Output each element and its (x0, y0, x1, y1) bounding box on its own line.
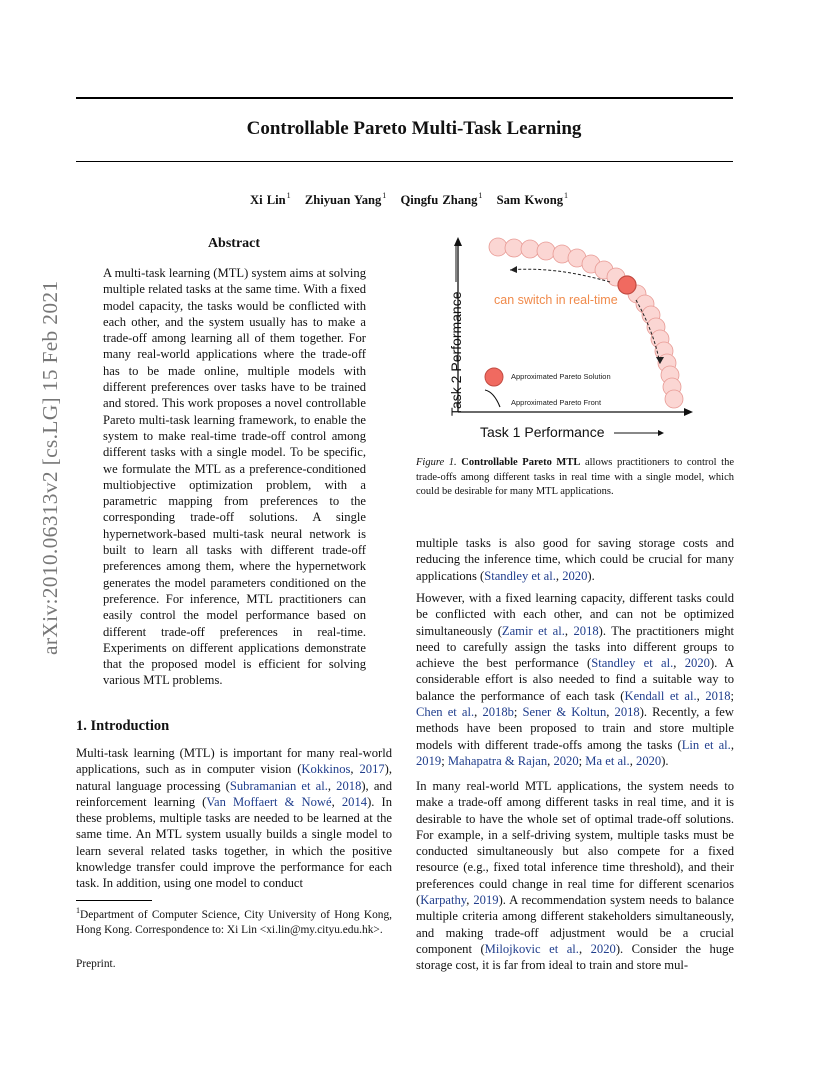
switch-annotation: can switch in real-time (494, 293, 618, 307)
text-run: , (331, 794, 342, 809)
right-paragraph-3 (416, 778, 734, 974)
legend-front-curve (485, 390, 500, 407)
text-run: , (606, 705, 615, 720)
author-affiliation-mark: 1 (286, 191, 291, 200)
text-run: ). (587, 568, 595, 583)
y-axis-arrowhead (454, 237, 462, 246)
text-run: , (730, 737, 734, 752)
text-run: , (327, 778, 337, 793)
citation-link[interactable]: 2018 (336, 778, 362, 793)
text-run: Multi-task learning (MTL) is important for many real-world applications, such as in computer vision ( (76, 746, 392, 777)
text-run: , (696, 688, 706, 703)
citation-link[interactable]: Karpathy (420, 893, 467, 908)
citation-link[interactable]: Standley et al. (591, 656, 674, 671)
citation-link[interactable]: Standley et al. (484, 568, 556, 583)
arxiv-identifier: arXiv:2010.06313v2 [cs.LG] 15 Feb 2021 (38, 280, 62, 655)
text-run: ). In these problems, multiple tasks are needed to be learned at the same time. An MTL system usually builds a single model to learn several related tasks together, in which the positive knowledge transfer could improve the performance for each task. In addition, using one model to conduct (76, 794, 393, 891)
citation-link[interactable]: 2014 (341, 794, 368, 809)
text-run: ). Recently, a few methods have been proposed to train and store multiple models with different trade-offs among the tasks ( (416, 705, 734, 752)
citation-link[interactable]: Ma et al. (585, 753, 630, 768)
footnote (76, 903, 392, 938)
pareto-front-point (521, 240, 539, 258)
figure-caption (416, 456, 734, 500)
text-run: ; (578, 753, 586, 768)
citation-link[interactable]: 2020 (636, 753, 662, 768)
pareto-front-point (505, 239, 523, 257)
citation-link[interactable]: 2020 (684, 656, 710, 671)
x-axis-label: Task 1 Performance (480, 424, 605, 440)
text-run: , (629, 753, 637, 768)
text-run: However, with a fixed learning capacity, different tasks could be conflicted with each other, and can not be optimized simultaneously ( (416, 591, 734, 638)
paper-title: Controllable Pareto Multi-Task Learning (246, 118, 582, 139)
pareto-front-point (665, 390, 683, 408)
author-list (0, 191, 828, 208)
citation-link[interactable]: 2018b (482, 705, 514, 720)
right-paragraph-2 (416, 590, 734, 769)
pareto-front-point (489, 238, 507, 256)
citation-link[interactable]: Van Moffaert & Nowé (206, 794, 332, 809)
author-affiliation-mark: 1 (382, 191, 387, 200)
citation-link[interactable]: 2018 (573, 623, 599, 638)
switch-arrow-left-head (510, 266, 517, 273)
legend-front-label: Approximated Pareto Front (511, 398, 602, 407)
citation-link[interactable]: Chen et al. (416, 705, 475, 720)
citation-link[interactable]: Mahapatra & Rajan (447, 753, 548, 768)
pareto-figure (414, 232, 734, 447)
text-run: ). A recommendation system needs to balance multiple criteria among different stakeholders simultaneously, and making trade-off adjustment would be a crucial component ( (416, 893, 734, 956)
title-top-rule (76, 97, 733, 99)
text-run: , (474, 705, 483, 720)
x-axis-arrowhead (684, 408, 693, 416)
section-heading-introduction: 1. Introduction (76, 718, 170, 734)
citation-link[interactable]: 2018 (614, 705, 640, 720)
text-run: In many real-world MTL applications, the system needs to make a trade-off among different tasks in real time, and it is desirable to have the whole set of optimal trade-off solutions. For example, in a self-driving system, multiple tasks must be conducted simultaneously but also compete for a fixed resource (e.g., fixed total inference time threshold), and their preferences could change in real time for different scenarios ( (416, 779, 734, 908)
text-run: ). A considerable effort is also needed to find a suitable way to balance the performance of each task ( (416, 656, 734, 703)
text-run: ; (513, 705, 523, 720)
citation-link[interactable]: Milojkovic et al. (484, 941, 579, 956)
citation-link[interactable]: Subramanian et al. (229, 778, 328, 793)
author-affiliation-mark: 1 (564, 191, 568, 200)
text-run: ; (441, 753, 448, 768)
text-run: ), natural language processing ( (76, 762, 393, 793)
text-run: ). (661, 753, 669, 768)
highlighted-pareto-solution (618, 276, 636, 294)
pareto-point-group (489, 238, 683, 408)
author-name: Zhiyuan Yang (304, 193, 382, 207)
legend-solution-label: Approximated Pareto Solution (511, 372, 611, 381)
text-run: ; (730, 688, 734, 703)
abstract-heading: Abstract (207, 236, 261, 251)
text-run: , (350, 762, 360, 777)
citation-link[interactable]: Kendall et al. (624, 688, 697, 703)
citation-link[interactable]: 2017 (359, 762, 385, 777)
citation-link[interactable]: Zamir et al. (501, 623, 565, 638)
footnote-mark: 1 (76, 906, 80, 915)
text-run: , (578, 941, 591, 956)
legend-solution-marker (485, 368, 503, 386)
citation-link[interactable]: 2020 (590, 941, 616, 956)
text-run: , (547, 753, 554, 768)
footnote-rule (76, 900, 152, 901)
caption-bold: Controllable Pareto MTL (461, 457, 581, 468)
pareto-front-point (537, 242, 555, 260)
citation-link[interactable]: 2020 (553, 753, 579, 768)
citation-link[interactable]: 2019 (473, 893, 499, 908)
caption-label: Figure 1. (416, 457, 457, 468)
citation-link[interactable]: 2020 (562, 568, 588, 583)
author-name: Xi Lin (250, 193, 286, 207)
preprint-label: Preprint. (76, 958, 116, 970)
intro-paragraph (76, 745, 392, 892)
x-axis-label-arrowhead (658, 430, 664, 436)
text-run: ). The practitioners might need to carefully assign the tasks into different groups to achieve the best performance ( (416, 623, 734, 671)
text-run: , (673, 656, 685, 671)
text-run: , (555, 568, 563, 583)
text-run: , (466, 893, 474, 908)
citation-link[interactable]: Lin et al. (681, 737, 731, 752)
abstract-body: A multi-task learning (MTL) system aims at solving multiple related tasks at the same time. With a fixed model capacity, the tasks would be conflicted with each other, and the system usually has to make a trade-off among learning all of them together. For many real-world applications where the trade-off has to be made online, multiple models with different preferences over tasks have to be trained and stored. This work proposes a novel controllable Pareto multi-task learning framework, to enable the system to make real-time trade-off control among different tasks with a single model. To be specific, we formulate the MTL as a preference-conditioned multiobjective optimization problem, with a parametric mapping from preferences to the corresponding trade-off solutions. A single hypernetwork-based multi-task neural network is built to learn all tasks with different trade-off preferences among them, where the hypernetwork generates the model parameters conditioned on the preference. For inference, MTL practitioners can easily control the model performance based on different trade-off preferences in real-time. Experiments on different applications demonstrate that the proposed model is efficient for solving various MTL problems. (103, 266, 366, 688)
footnote-text: Department of Computer Science, City University of Hong Kong, Hong Kong. Correspondence to: Xi Lin <xi.lin@my.cityu.edu.hk>. (76, 909, 392, 936)
author-name: Qingfu Zhang (400, 193, 478, 207)
citation-link[interactable]: Kokkinos (301, 762, 351, 777)
citation-link[interactable]: 2018 (705, 688, 731, 703)
title-bottom-rule (76, 161, 733, 162)
text-run: , (564, 623, 574, 638)
citation-link[interactable]: 2019 (416, 753, 442, 768)
y-axis-label: Task 2 Performance (448, 291, 464, 416)
citation-link[interactable]: Sener & Koltun (522, 705, 607, 720)
right-paragraph-1 (416, 535, 734, 584)
text-run: ). Consider the huge storage cost, it is far from ideal to train and store mul- (416, 941, 734, 973)
text-run: ), and reinforcement learning ( (76, 778, 393, 809)
author-affiliation-mark: 1 (478, 191, 483, 200)
caption-text: allows practitioners to control the trade-offs among different tasks in real time with a single model, which could be desirable for many MTL applications. (416, 457, 734, 497)
text-run: multiple tasks is also good for saving storage costs and reducing the inference time, which could be crucial for many applications ( (416, 536, 734, 583)
author-name: Sam Kwong (496, 193, 563, 207)
